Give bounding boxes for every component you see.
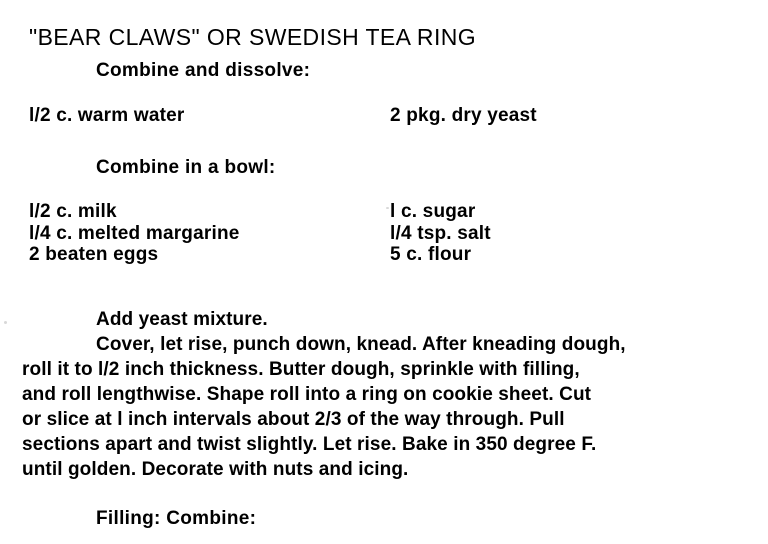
instructions-block	[22, 307, 762, 482]
ingredient-item: l/4 tsp. salt	[390, 222, 491, 244]
instruction-line: roll it to l/2 inch thickness. Butter dough, sprinkle with filling,	[22, 359, 580, 380]
scan-speck	[4, 321, 7, 324]
section-heading-dissolve: Combine and dissolve:	[96, 60, 311, 81]
instruction-line: or slice at l inch intervals about 2/3 of the way through. Pull	[22, 409, 565, 430]
scan-speck	[386, 207, 389, 209]
ingredient-column-right	[390, 201, 491, 266]
ingredient-item: 2 pkg. dry yeast	[390, 105, 537, 126]
section-heading-bowl: Combine in a bowl:	[96, 157, 276, 178]
ingredient-item: 5 c. flour	[390, 244, 472, 265]
section-heading-filling: Filling: Combine:	[96, 508, 257, 529]
ingredient-item: l c. sugar	[390, 201, 476, 222]
ingredient-item: l/2 c. milk	[29, 201, 117, 222]
ingredient-column-left	[29, 201, 240, 266]
instruction-line: Cover, let rise, punch down, knead. After kneading dough,	[96, 334, 626, 355]
ingredient-column-left	[29, 105, 184, 127]
ingredient-item: 2 beaten eggs	[29, 244, 159, 265]
instruction-line: and roll lengthwise. Shape roll into a ring on cookie sheet. Cut	[22, 384, 592, 405]
page-title: "BEAR CLAWS" OR SWEDISH TEA RING	[29, 24, 477, 51]
instruction-line: Add yeast mixture.	[96, 309, 268, 330]
ingredient-item: l/2 c. warm water	[29, 105, 185, 126]
ingredient-column-right	[390, 105, 537, 127]
instruction-line: sections apart and twist slightly. Let rise. Bake in 350 degree F.	[22, 434, 597, 455]
instruction-line: until golden. Decorate with nuts and icing.	[22, 459, 409, 480]
ingredient-item: l/4 c. melted margarine	[29, 222, 240, 244]
